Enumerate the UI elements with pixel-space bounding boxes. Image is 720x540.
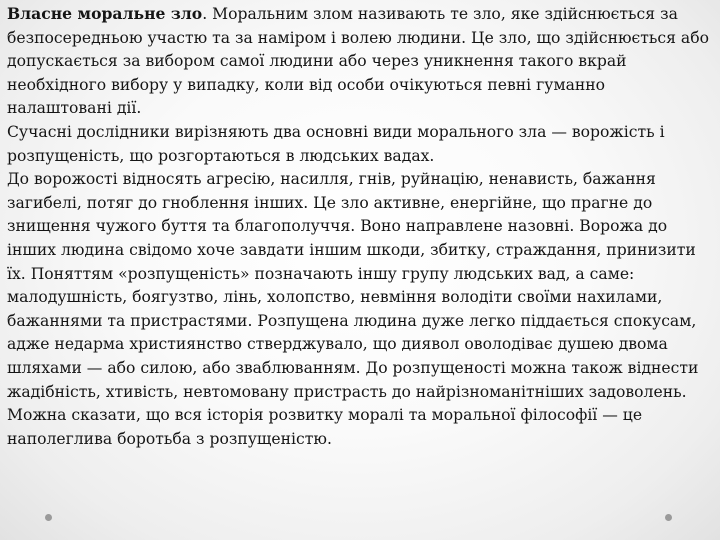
slide-bullet-left-icon bbox=[45, 514, 52, 521]
paragraph-two-kinds: Сучасні дослідники вирізняють два основні види морального зла — ворожість і розпущеність, що розгортаються в людських вадах. bbox=[7, 122, 665, 165]
paragraph-moral-evil bbox=[7, 2, 713, 121]
body-text bbox=[7, 2, 713, 451]
paragraph-moral-evil-text: . Моральним злом називають те зло, яке здійснюється за безпосередньою участю та за наміром і волею людини. Це зло, що здійснюється або допускається за вибором самої людини або через уникнення такого вкрай необхідного вибору у випадку, коли від особи очікуються певні гуманно налаштовані дії. bbox=[7, 5, 709, 118]
paragraph-hostility-licentiousness: До ворожості відносять агресію, насилля, гнів, руйнацію, ненависть, бажання загибелі, потяг до гноблення інших. Це зло активне, енергійне, що прагне до знищення чужого буття та благополуччя. Воно направлене назовні. Ворожа до інших людина свідомо хоче завдати іншим шкоди, збитку, страждання, принизити їх. Поняттям «розпущеність» позначають іншу групу людських вад, а саме: малодушність, боягузтво, лінь, холопство, невміння володіти своїми нахилами, бажаннями та пристрастями. Розпущена людина дуже легко піддається спокусам, адже недарма християнство стверджувало, що диявол оволодіває душею двома шляхами — або силою, або зваблюванням. До розпущеності можна також віднести жадібність, хтивість, невтомовану пристрасть до найрізноманітніших задоволень. Можна сказати, що вся історія розвитку моралі та моральної філософії — це наполеглива боротьба з розпущеністю. bbox=[7, 170, 699, 448]
term-moral-evil: Власне моральне зло bbox=[7, 4, 203, 23]
slide-bullet-right-icon bbox=[665, 514, 672, 521]
